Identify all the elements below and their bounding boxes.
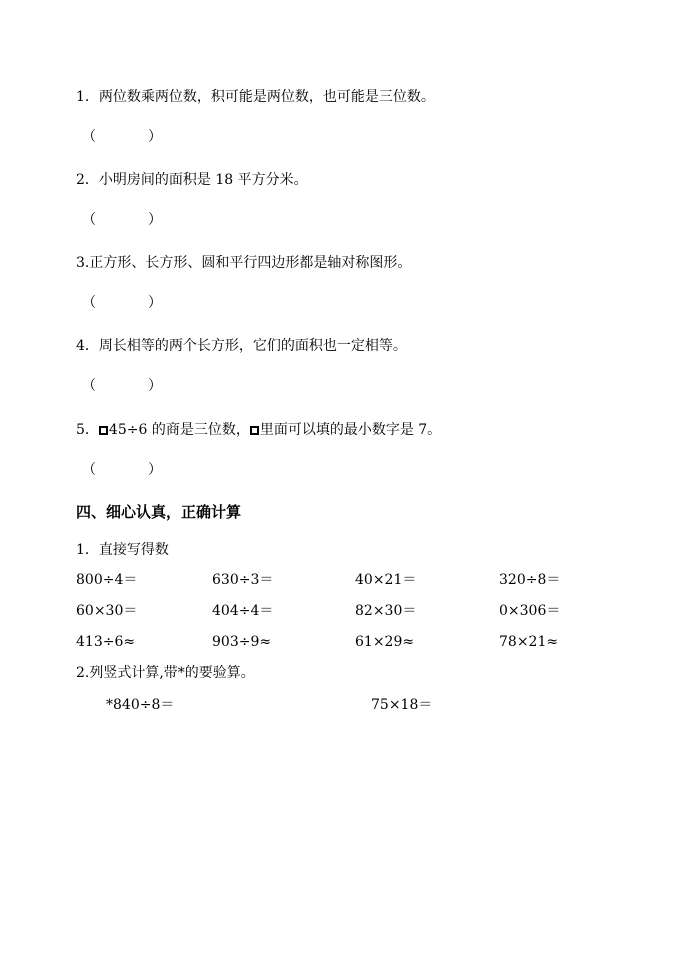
answer-blank-4[interactable]: （ ）: [82, 378, 162, 394]
subsection-2-title: 2.列竖式计算,带*的要验算。: [76, 665, 255, 681]
calc-row: [0, 632, 688, 652]
calc-row: [0, 570, 688, 590]
answer-blank-2[interactable]: （ ）: [82, 212, 162, 228]
question-2: 2．小明房间的面积是 18 平方分米。: [76, 172, 308, 188]
question-3: 3.正方形、长方形、圆和平行四边形都是轴对称图形。: [76, 255, 412, 271]
question-4: 4．周长相等的两个长方形，它们的面积也一定相等。: [76, 338, 407, 354]
question-1: 1．两位数乘两位数，积可能是两位数，也可能是三位数。: [76, 89, 435, 105]
answer-blank-5[interactable]: （ ）: [82, 462, 162, 478]
section-4-heading: 四、细心认真，正确计算: [76, 503, 242, 521]
calc-item: 82×30＝: [355, 603, 417, 619]
question-5: 5． 45÷6 的商是三位数， 里面可以填的最小数字是 7。: [76, 422, 442, 438]
blank-box-icon: [250, 426, 259, 435]
calc-item: 60×30＝: [76, 603, 138, 619]
calc-item: 320÷8＝: [499, 572, 561, 588]
blank-box-icon: [99, 426, 108, 435]
subsection-1-title: 1．直接写得数: [76, 542, 169, 558]
calc-item: 61×29≈: [355, 634, 415, 650]
calc-item: 40×21＝: [355, 572, 417, 588]
calc-item: 78×21≈: [499, 634, 559, 650]
vertical-calc-item: 75×18＝: [371, 697, 433, 713]
answer-blank-3[interactable]: （ ）: [82, 295, 162, 311]
vertical-calc-item: *840÷8＝: [106, 697, 175, 713]
calc-item: 800÷4＝: [76, 572, 138, 588]
calc-item: 413÷6≈: [76, 634, 136, 650]
calc-row: [0, 601, 688, 621]
vertical-calc-row: [0, 695, 688, 715]
calc-item: 903÷9≈: [212, 634, 272, 650]
calc-item: 404÷4＝: [212, 603, 274, 619]
calc-item: 630÷3＝: [212, 572, 274, 588]
answer-blank-1[interactable]: （ ）: [82, 129, 162, 145]
calc-item: 0×306＝: [499, 603, 561, 619]
